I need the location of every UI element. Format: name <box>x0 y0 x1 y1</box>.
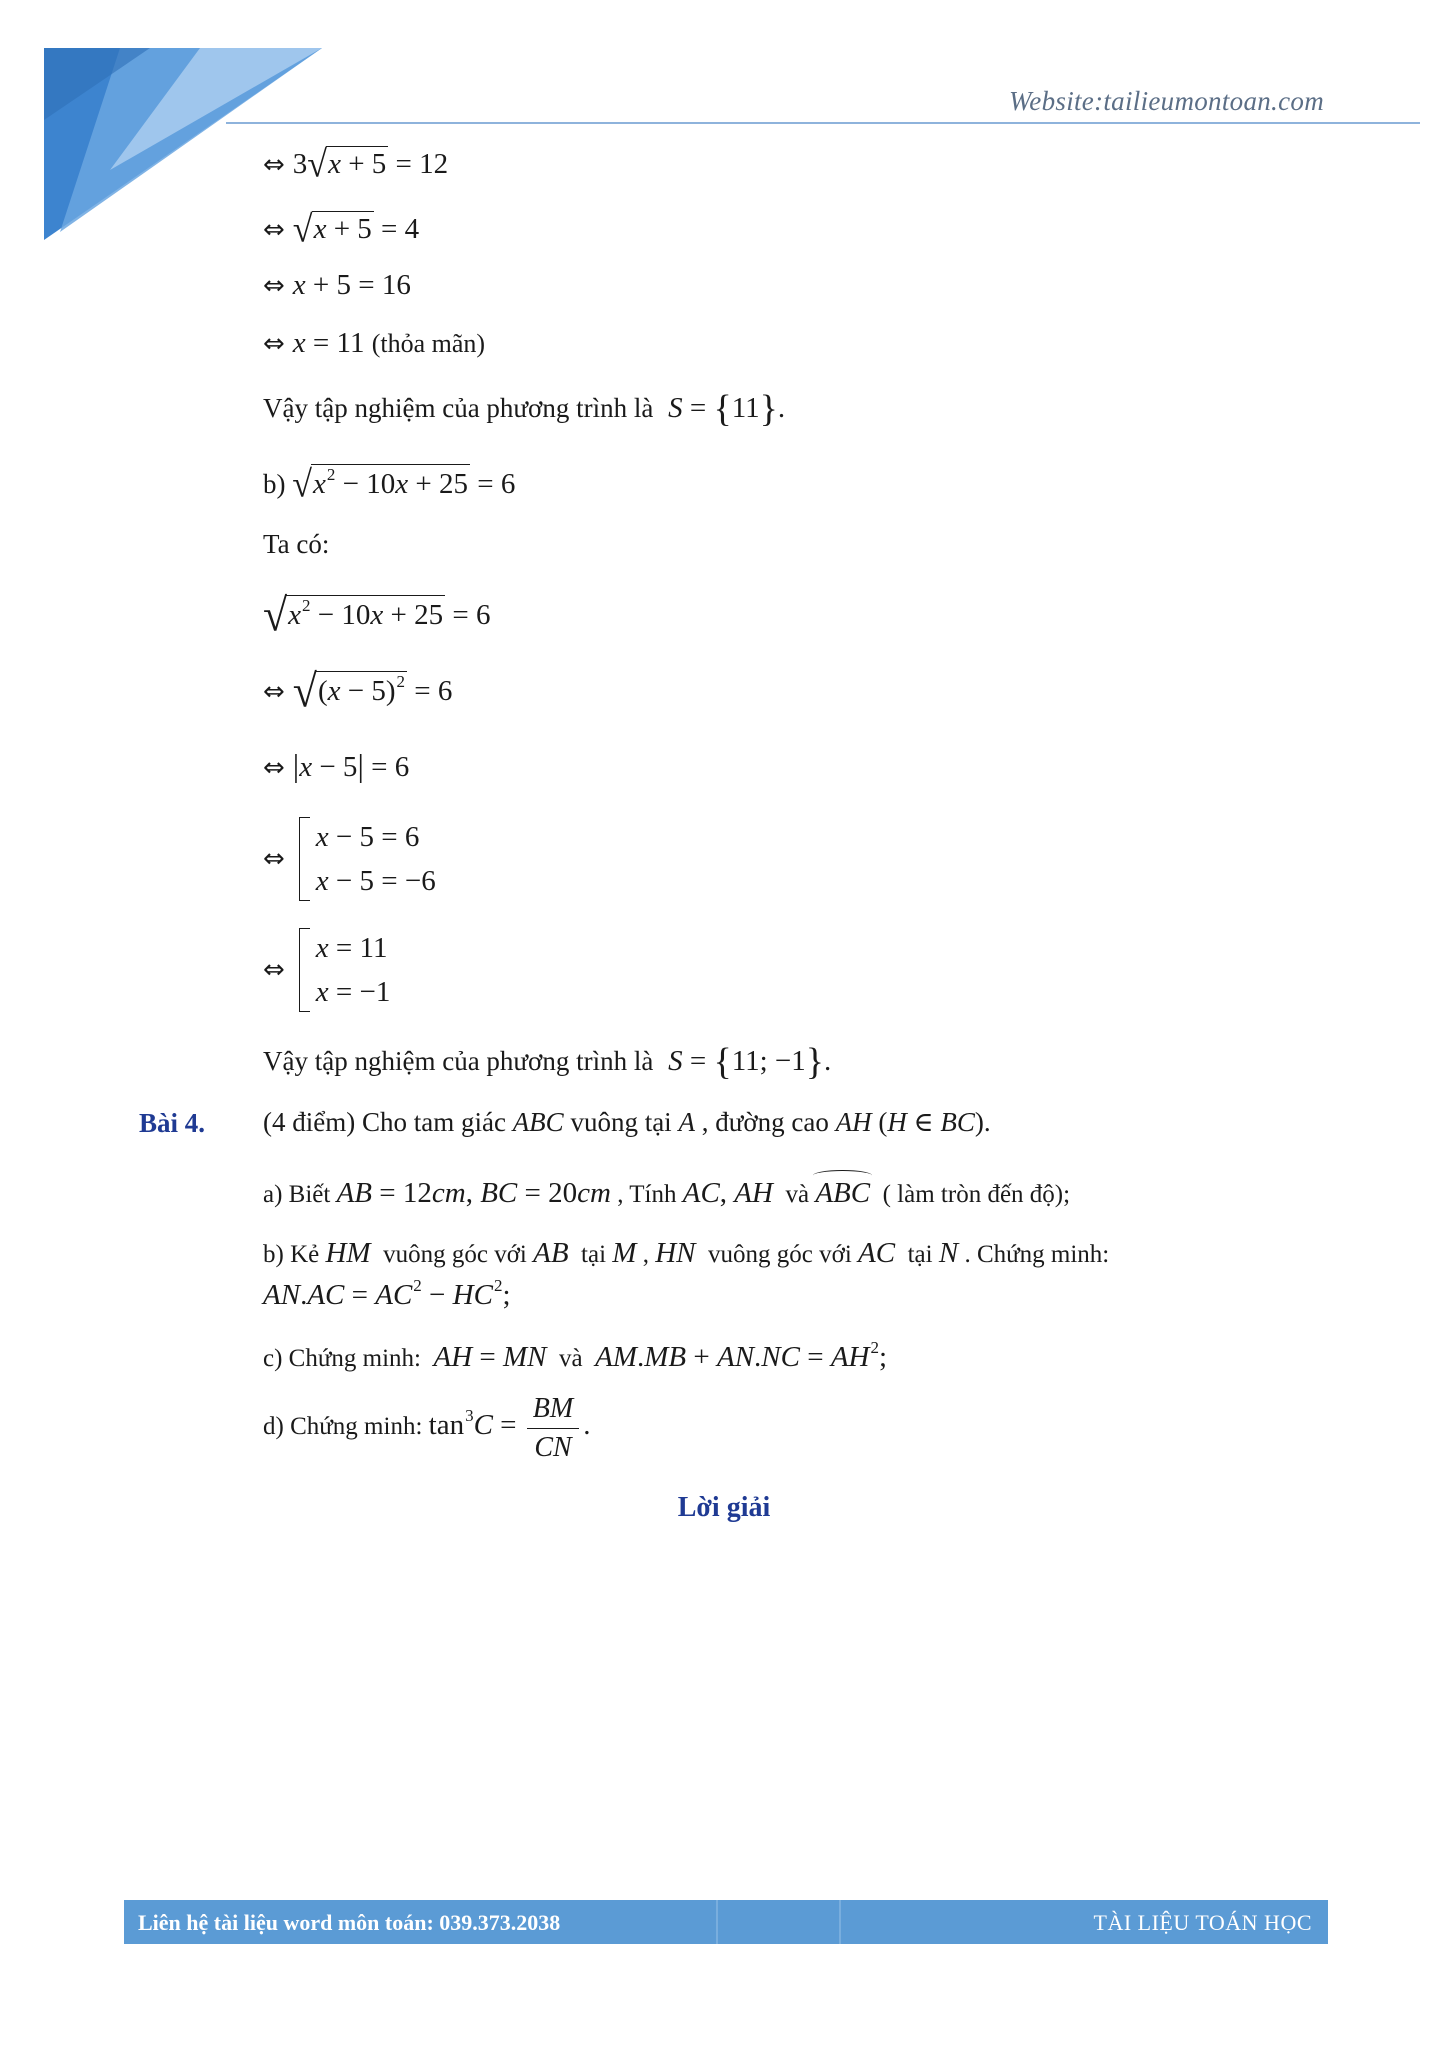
b-line-1: $√x^2 - 10x + 25 = 6$ <box>263 589 491 642</box>
iff-symbol: ⇔ <box>263 844 285 874</box>
footer-brand: TÀI LIỆU TOÁN HỌC <box>1093 1910 1312 1935</box>
solution-heading: Lời giải <box>677 1492 771 1523</box>
iff-symbol: ⇔ <box>263 677 285 707</box>
step-note: (thỏa mãn) <box>371 329 486 358</box>
question-c: c) Chứng minh: AH = MN và $AM.MB + AN.NC = AH^2$; <box>263 1338 888 1373</box>
iff-symbol: ⇔ <box>263 150 285 180</box>
iff-symbol: ⇔ <box>263 215 285 245</box>
iff-symbol: ⇔ <box>263 271 285 301</box>
step-line-4: ⇔ x = 11 (thỏa mãn) <box>263 327 486 359</box>
system-2-row-2: x = −1 <box>315 976 391 1008</box>
part-b-equation: b) $√x^2 - 10x + 25 = 6$ <box>263 462 516 505</box>
iff-symbol: ⇔ <box>263 955 285 985</box>
footer-divider <box>716 1900 718 1944</box>
fraction-numerator: BM <box>527 1392 579 1429</box>
conclusion-text: Vậy tập nghiệm của phương trình là <box>263 1046 654 1076</box>
footer-divider <box>839 1900 841 1944</box>
system-1 <box>263 815 436 903</box>
step-line-1: ⇔ 3√x + 5 = 12 <box>263 142 449 185</box>
iff-symbol: ⇔ <box>263 329 285 359</box>
fraction-denominator: CN <box>534 1431 572 1463</box>
sqrt-expression: √x + 5 <box>292 207 372 250</box>
problem-statement: (4 điểm) Cho tam giác ABC vuông tại A , đường cao AH (H ∈ BC). <box>263 1107 991 1137</box>
system-2 <box>263 926 390 1014</box>
question-d: d) Chứng minh: $\tan^3C$ = $\frac{BM}{CN}$ . <box>263 1393 591 1463</box>
header-rule <box>226 122 1420 124</box>
part-b-label: b) <box>263 469 286 499</box>
question-a: a) Biết AB = 12cm, BC = 20cm , Tính AC, AH và ABC ( làm tròn đến độ); <box>263 1177 1071 1209</box>
b-line-2: ⇔ $√(x - 5)^2 = 6$ <box>263 665 453 718</box>
sqrt-expression: √x + 5 <box>307 142 387 185</box>
system-2-row-1: x = 11 <box>315 932 388 964</box>
step-line-2: ⇔ √x + 5 = 4 <box>263 207 420 250</box>
problem-label: Bài 4. <box>139 1108 206 1138</box>
conclusion-text: Vậy tập nghiệm của phương trình là <box>263 393 654 423</box>
conclusion-b: Vậy tập nghiệm của phương trình là S = {11; −1}. <box>263 1041 832 1083</box>
question-b-2: $AN.AC = AC^2 - HC^2$; <box>263 1276 511 1311</box>
step-line-3: ⇔ x + 5 = 16 <box>263 269 411 301</box>
angle-abc: ABC <box>815 1177 871 1209</box>
iff-symbol: ⇔ <box>263 753 285 783</box>
footer-contact: Liên hệ tài liệu word môn toán: 039.373.2038 <box>138 1910 561 1935</box>
ta-co: Ta có: <box>263 529 330 559</box>
system-1-row-2: x − 5 = −6 <box>315 865 436 897</box>
website-header: Website:tailieumontoan.com <box>1008 86 1324 116</box>
b-line-3: ⇔ |x − 5| = 6 <box>263 747 410 783</box>
fraction-bm-cn <box>527 1392 579 1464</box>
question-b-1: b) Kẻ HM vuông góc với AB tại M , HN vuông góc với AC tại N . Chứng minh: <box>263 1237 1110 1269</box>
conclusion-a: Vậy tập nghiệm của phương trình là S = {11}. <box>263 388 786 430</box>
question-d-prefix: d) Chứng minh: <box>263 1412 423 1440</box>
footer-bar <box>124 1900 1328 1944</box>
system-1-row-1: x − 5 = 6 <box>315 821 420 853</box>
